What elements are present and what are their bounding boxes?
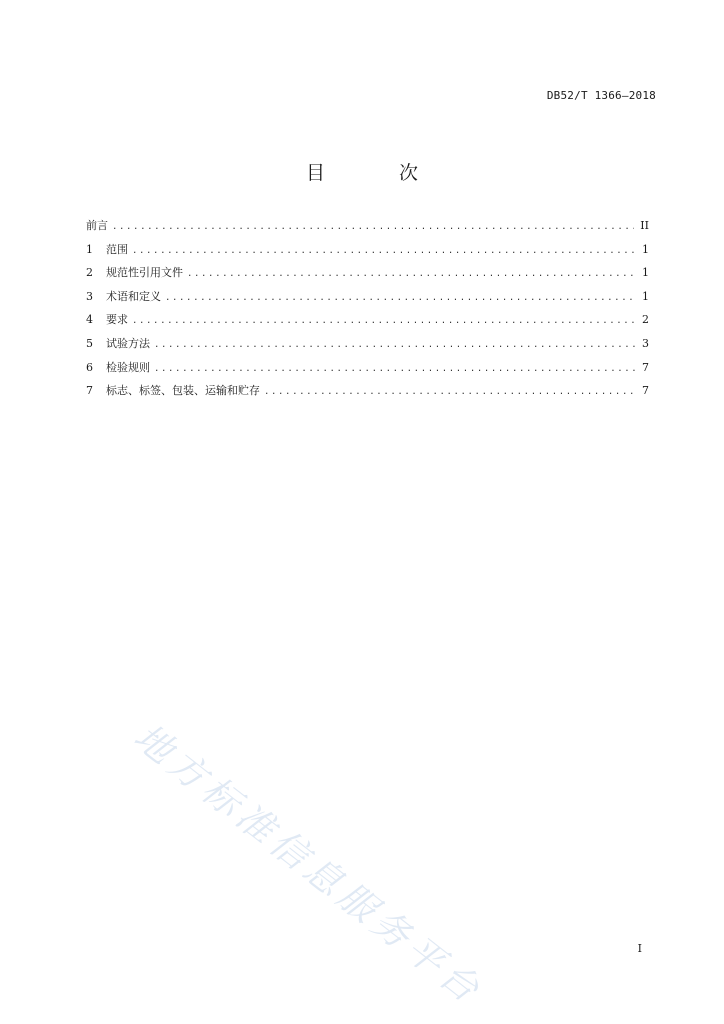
document-code: DB52/T 1366—2018 [546, 89, 656, 102]
toc-title: 目 次 [305, 162, 453, 184]
toc-leader-dots [187, 269, 636, 279]
toc-entry-scope[interactable] [86, 241, 649, 265]
toc-entry-page: 2 [642, 313, 649, 327]
toc-leader-dots [112, 222, 634, 232]
toc-entry-title: 规范性引用文件 [106, 266, 183, 280]
toc-entry-page: 7 [642, 360, 649, 374]
toc-entry-page: 1 [642, 242, 649, 256]
toc-entry-title: 标志、标签、包装、运输和贮存 [106, 384, 260, 398]
toc-entry-number: 1 [86, 242, 93, 256]
toc-entry-page: 1 [642, 289, 649, 303]
toc-entry-page: 3 [642, 336, 649, 350]
page-number: I [637, 942, 642, 955]
toc-entry-page: 1 [642, 266, 649, 280]
toc-entry-page: II [640, 219, 649, 232]
toc-entry-normative-references[interactable] [86, 264, 649, 288]
toc-entry-number: 5 [86, 336, 93, 350]
toc-leader-dots [264, 387, 636, 397]
toc-leader-dots [154, 364, 636, 374]
toc-entry-title: 术语和定义 [106, 289, 161, 303]
toc-entry-terms-definitions[interactable] [86, 288, 649, 312]
toc-leader-dots [154, 340, 636, 350]
toc-entry-number: 7 [86, 384, 93, 398]
watermark: 地方标准信息服务平台 [125, 715, 492, 1014]
toc-leader-dots [132, 246, 636, 256]
toc-entry-title: 要求 [106, 313, 128, 327]
toc-entry-number: 6 [86, 360, 93, 374]
toc-entry-number: 3 [86, 289, 93, 303]
toc-entry-title: 检验规则 [106, 360, 150, 374]
toc-entry-requirements[interactable] [86, 311, 649, 335]
toc-entry-marking-packaging[interactable] [86, 382, 649, 406]
toc-leader-dots [132, 316, 636, 326]
toc-entry-title: 前言 [86, 219, 108, 232]
toc-entry-number: 4 [86, 313, 93, 327]
toc-entry-title: 试验方法 [106, 336, 150, 350]
toc-entry-page: 7 [642, 384, 649, 398]
toc-entry-number: 2 [86, 266, 93, 280]
toc-leader-dots [165, 293, 636, 303]
toc-entry-title: 范围 [106, 242, 128, 256]
toc-entry-foreword[interactable] [86, 217, 649, 241]
toc-entry-inspection-rules[interactable] [86, 359, 649, 383]
toc-entry-test-methods[interactable] [86, 335, 649, 359]
toc-list [86, 217, 649, 406]
